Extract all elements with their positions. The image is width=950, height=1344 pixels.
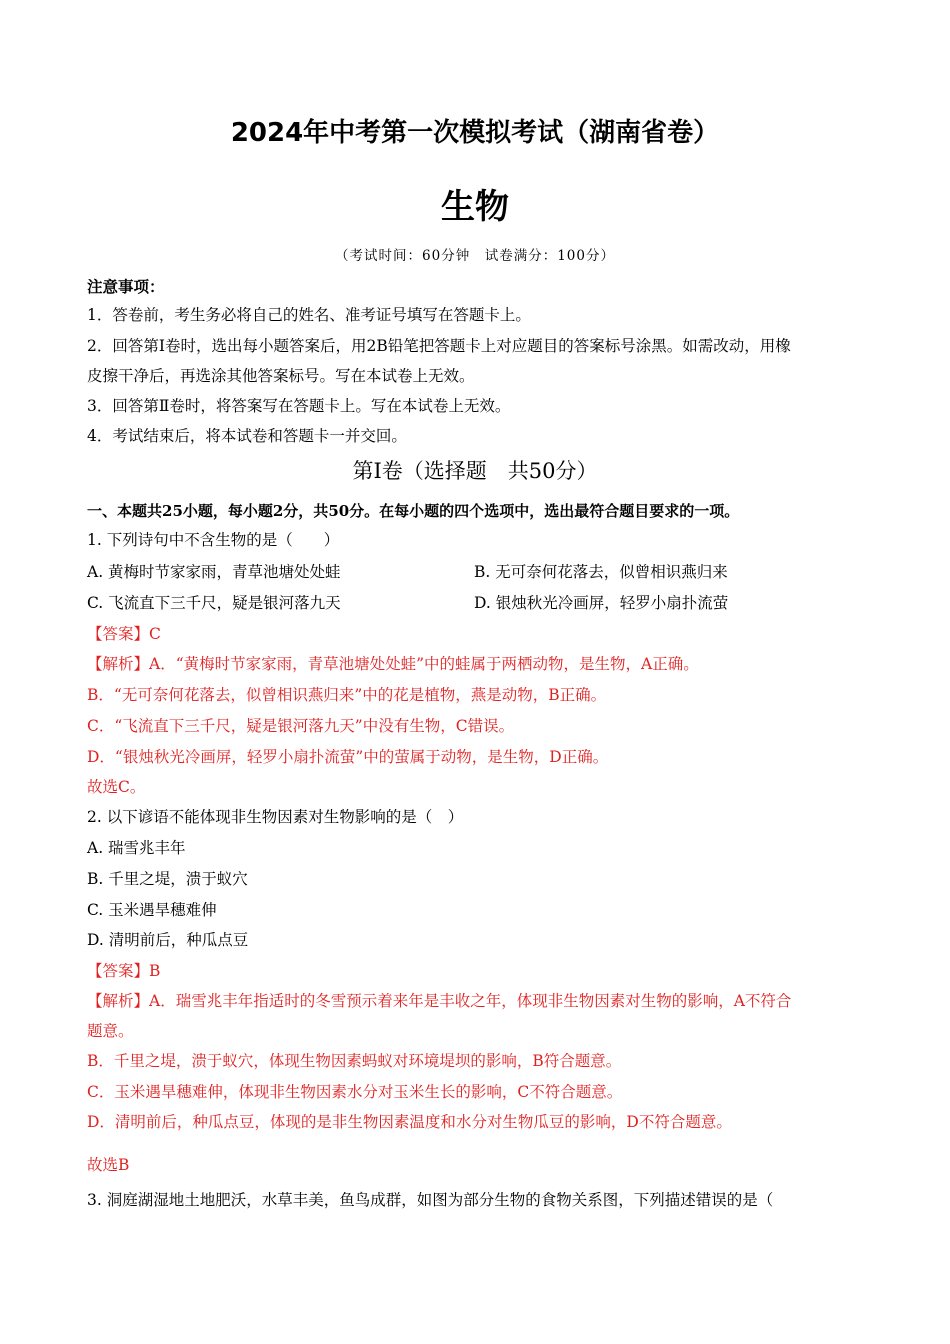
option-c: C. 飞流直下三千尺，疑是银河落九天 bbox=[87, 594, 341, 612]
analysis-line: C．“飞流直下三千尺，疑是银河落九天”中没有生物，C错误。 bbox=[87, 717, 515, 735]
analysis-line: 【解析】A．“黄梅时节家家雨，青草池塘处处蛙”中的蛙属于两栖动物，是生物，A正确。 bbox=[87, 655, 699, 673]
option-d: D. 银烛秋光冷画屏，轻罗小扇扑流萤 bbox=[474, 594, 729, 612]
question-stem: 1. 下列诗句中不含生物的是（ ） bbox=[87, 531, 340, 549]
note-item: 2．回答第Ⅰ卷时，选出每小题答案后，用2B铅笔把答题卡上对应题目的答案标号涂黑。如需改动，用橡 bbox=[87, 337, 791, 355]
analysis-line: 题意。 bbox=[87, 1022, 134, 1040]
conclusion: 故选C。 bbox=[87, 778, 146, 796]
option-d: D. 清明前后，种瓜点豆 bbox=[87, 931, 249, 949]
option-a: A. 瑞雪兆丰年 bbox=[87, 839, 186, 857]
option-a: A. 黄梅时节家家雨，青草池塘处处蛙 bbox=[87, 563, 341, 581]
answer-label: 【答案】C bbox=[87, 625, 161, 643]
analysis-line: 【解析】A．瑞雪兆丰年指适时的冬雪预示着来年是丰收之年，体现非生物因素对生物的影响，A不符合 bbox=[87, 992, 792, 1010]
analysis-line: B．千里之堤，溃于蚁穴，体现生物因素蚂蚁对环境堤坝的影响，B符合题意。 bbox=[87, 1052, 622, 1070]
answer-label: 【答案】B bbox=[87, 962, 161, 980]
exam-meta: （考试时间：60分钟 试卷满分：100分） bbox=[335, 248, 615, 264]
option-c: C. 玉米遇旱穗难伸 bbox=[87, 901, 217, 919]
note-item: 皮擦干净后，再选涂其他答案标号。写在本试卷上无效。 bbox=[87, 367, 475, 385]
analysis-line: D．“银烛秋光冷画屏，轻罗小扇扑流萤”中的萤属于动物，是生物，D正确。 bbox=[87, 748, 609, 766]
analysis-line: C．玉米遇旱穗难伸，体现非生物因素水分对玉米生长的影响，C不符合题意。 bbox=[87, 1083, 623, 1101]
option-b: B. 无可奈何花落去，似曾相识燕归来 bbox=[474, 563, 728, 581]
option-b: B. 千里之堤，溃于蚁穴 bbox=[87, 870, 248, 888]
exam-title: 2024年中考第一次模拟考试（湖南省卷） bbox=[230, 118, 720, 148]
analysis-line: B．“无可奈何花落去，似曾相识燕归来”中的花是植物，燕是动物，B正确。 bbox=[87, 686, 607, 704]
note-item: 3．回答第Ⅱ卷时，将答案写在答题卡上。写在本试卷上无效。 bbox=[87, 397, 511, 415]
note-item: 1．答卷前，考生务必将自己的姓名、准考证号填写在答题卡上。 bbox=[87, 306, 531, 324]
question-stem: 2. 以下谚语不能体现非生物因素对生物影响的是（ ） bbox=[87, 808, 464, 826]
question-stem: 3. 洞庭湖湿地土地肥沃，水草丰美，鱼鸟成群，如图为部分生物的食物关系图，下列描述错误的是（ bbox=[87, 1191, 774, 1209]
note-item: 4．考试结束后，将本试卷和答题卡一并交回。 bbox=[87, 427, 407, 445]
section-title: 第Ⅰ卷（选择题 共50分） bbox=[352, 459, 598, 483]
section-instruction: 一、本题共25小题，每小题2分，共50分。在每小题的四个选项中，选出最符合题目要求的一项。 bbox=[87, 502, 740, 520]
notes-heading: 注意事项： bbox=[87, 277, 165, 296]
analysis-line: D．清明前后，种瓜点豆，体现的是非生物因素温度和水分对生物瓜豆的影响，D不符合题意。 bbox=[87, 1113, 732, 1131]
conclusion: 故选B bbox=[87, 1156, 130, 1174]
subject-title: 生物 bbox=[441, 187, 509, 227]
